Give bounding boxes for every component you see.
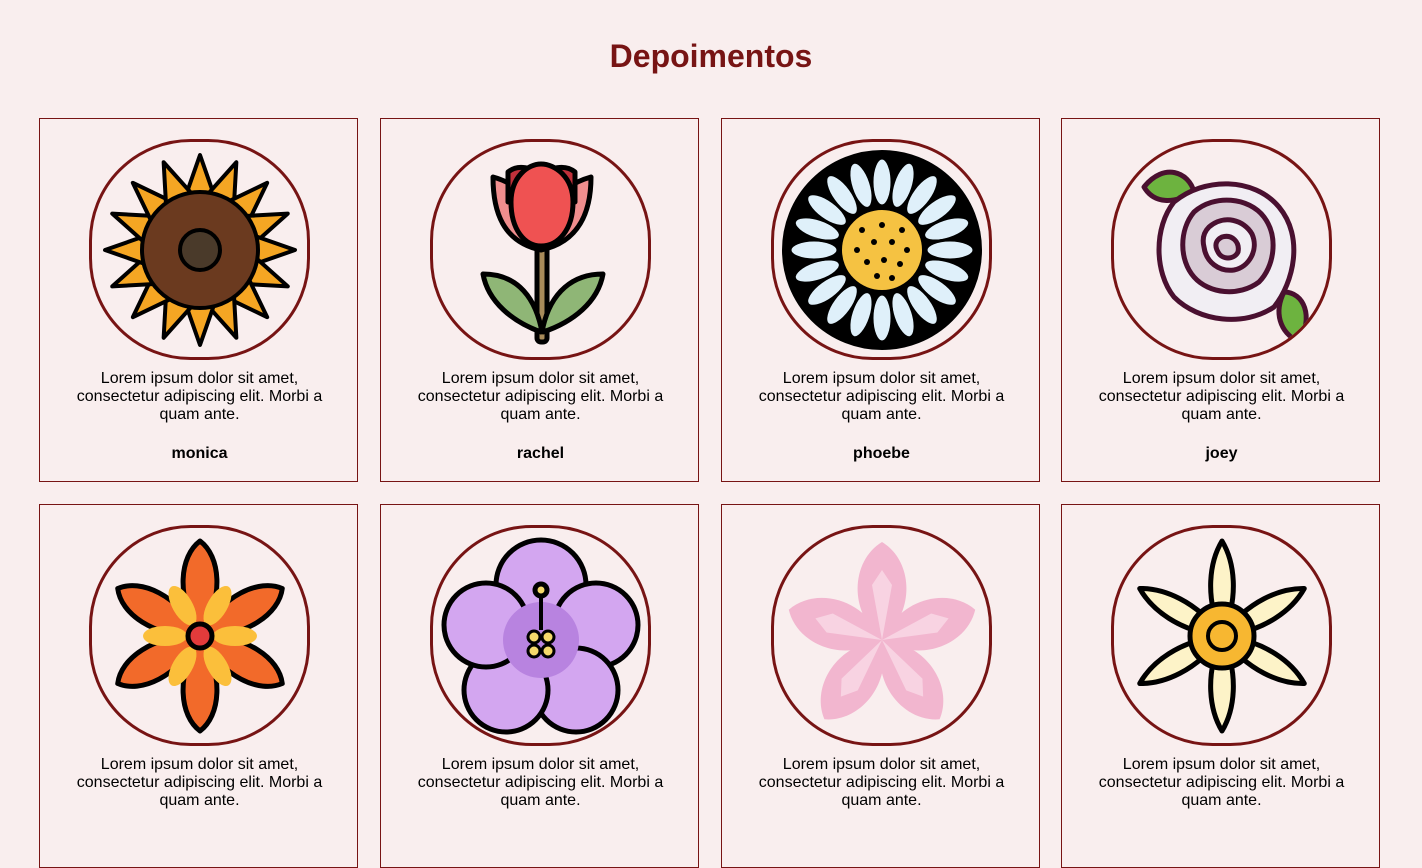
testimonial-text: Lorem ipsum dolor sit amet, consectetur adipiscing elit. Morbi a quam ante.: [417, 370, 664, 423]
testimonial-author: monica: [171, 445, 228, 462]
testimonial-card: [721, 504, 1040, 868]
testimonial-card: [39, 118, 358, 482]
cherry-blossom-icon: [774, 528, 989, 743]
lily-icon: [92, 528, 307, 743]
testimonial-card: [721, 118, 1040, 482]
testimonial-text: Lorem ipsum dolor sit amet, consectetur adipiscing elit. Morbi a quam ante.: [758, 370, 1005, 423]
avatar: [771, 525, 992, 746]
avatar: [771, 139, 992, 360]
tulip-icon: [433, 142, 648, 357]
daisy-icon: [774, 142, 989, 357]
rose-icon: [1114, 142, 1329, 357]
avatar: [1111, 525, 1332, 746]
testimonial-author: rachel: [516, 445, 565, 462]
violet-flower-icon: [433, 528, 648, 743]
testimonial-text: Lorem ipsum dolor sit amet, consectetur adipiscing elit. Morbi a quam ante.: [758, 756, 1005, 809]
testimonial-card: [1061, 504, 1380, 868]
avatar: [89, 139, 310, 360]
testimonial-card: [39, 504, 358, 868]
testimonial-text: Lorem ipsum dolor sit amet, consectetur adipiscing elit. Morbi a quam ante.: [417, 756, 664, 809]
sunflower-icon: [92, 142, 307, 357]
avatar: [430, 525, 651, 746]
testimonial-text: Lorem ipsum dolor sit amet, consectetur adipiscing elit. Morbi a quam ante.: [76, 756, 323, 809]
page-title: Depoimentos: [609, 38, 813, 74]
avatar: [430, 139, 651, 360]
testimonial-text: Lorem ipsum dolor sit amet, consectetur adipiscing elit. Morbi a quam ante.: [1098, 756, 1345, 809]
testimonial-text: Lorem ipsum dolor sit amet, consectetur adipiscing elit. Morbi a quam ante.: [1098, 370, 1345, 423]
testimonial-card: [380, 504, 699, 868]
testimonial-text: Lorem ipsum dolor sit amet, consectetur adipiscing elit. Morbi a quam ante.: [76, 370, 323, 423]
testimonial-card: [1061, 118, 1380, 482]
testimonial-card: [380, 118, 699, 482]
avatar: [89, 525, 310, 746]
avatar: [1111, 139, 1332, 360]
testimonial-author: phoebe: [853, 445, 910, 462]
testimonial-author: joey: [1205, 445, 1238, 462]
daffodil-icon: [1114, 528, 1329, 743]
